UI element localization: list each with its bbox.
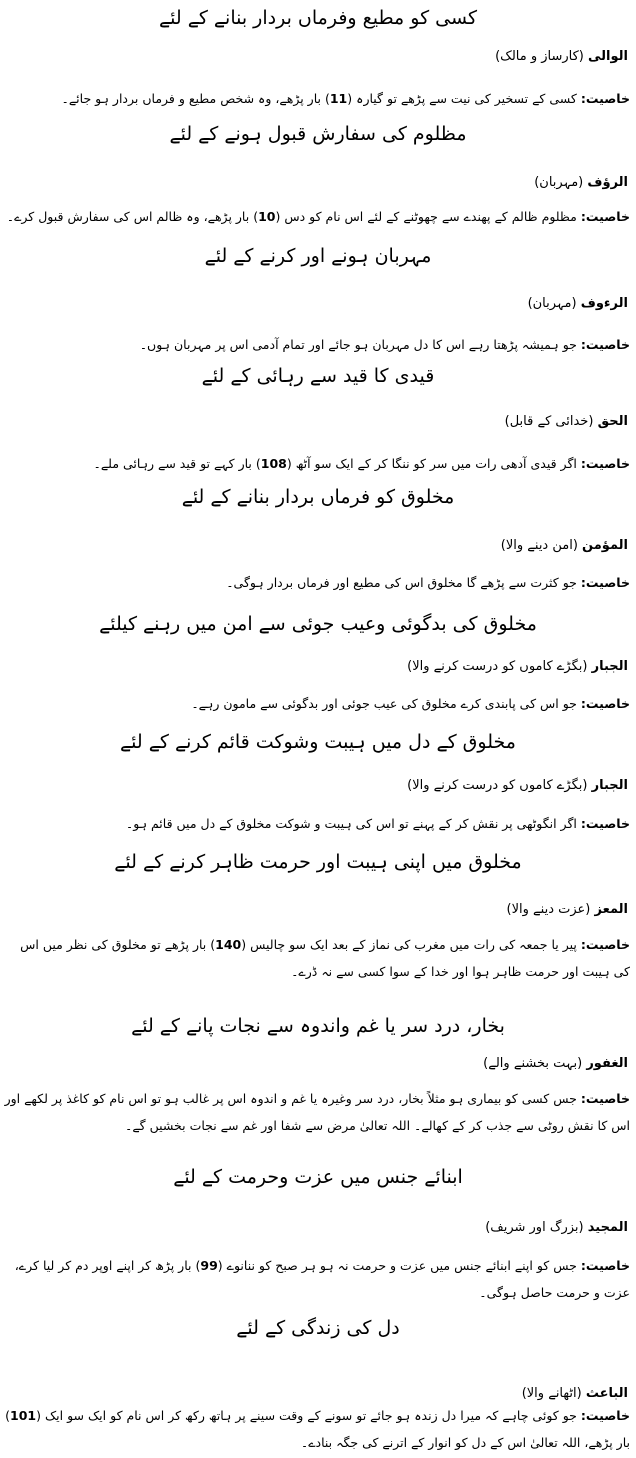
- property-label: خاصیت:: [580, 816, 630, 831]
- property-label: خاصیت:: [580, 937, 630, 952]
- body-text: جو اس کی پابندی کرے مخلوق کی عیب جوئی اور بدگوئی سے مامون رہے۔: [191, 696, 577, 711]
- name-arabic: الرءوف: [580, 296, 628, 311]
- body-text: جس کو اپنے ابنائے جنس میں عزت و حرمت نہ ہو ہر صبح کو ننانوے (: [217, 1258, 577, 1273]
- name-meaning: (عزت دینے والا): [506, 902, 591, 917]
- body-text: اگر قیدی آدھی رات میں سر کو ننگا کر کے ایک سو آٹھ (: [286, 456, 577, 471]
- body-text: جو کثرت سے پڑھے گا مخلوق اس کی مطیع اور فرماں بردار ہوگی۔: [226, 575, 577, 590]
- property-text: [4, 1085, 630, 1139]
- body-text: جس کسی کو بیماری ہو مثلاً بخار، درد سر وغیرہ یا غم و اندوہ اس پر غالب ہو تو اس نام کو کاغذ پر لکھے اور اس کا نقش روٹی سے جذب کر کے کھالے۔ اللہ تعالیٰ مرض سے شفا اور غم سے نجات بخشیں گے۔: [4, 1091, 630, 1133]
- section-heading: مخلوق کی بدگوئی وعیب جوئی سے امن میں رہنے کیلئے: [99, 613, 537, 635]
- name-arabic: المؤمن: [582, 538, 628, 553]
- property-label: خاصیت:: [580, 1258, 630, 1273]
- body-text: جو ہمیشہ پڑھتا رہے اس کا دل مہربان ہو جائے اور تمام آدمی اس پر مہربان ہوں۔: [139, 337, 577, 352]
- section-heading: ابنائے جنس میں عزت وحرمت کے لئے: [173, 1166, 463, 1188]
- body-text: جو کوئی چاہے کہ میرا دل زندہ ہو جائے تو سونے کے وقت سینے پر ہاتھ رکھ کر اس نام کو ایک سو ایک (: [36, 1408, 577, 1423]
- body-text: ) بار پڑھے، وہ ظالم اس کی سفارش قبول کرے۔: [6, 209, 259, 224]
- property-label: خاصیت:: [580, 209, 630, 224]
- body-text: پیر یا جمعہ کی رات میں مغرب کی نماز کے بعد ایک سو چالیس (: [241, 937, 577, 952]
- name-meaning: (اٹھانے والا): [521, 1386, 582, 1401]
- name-meaning: (مہربان): [534, 175, 584, 190]
- repeat-count: 10: [258, 209, 276, 224]
- divine-name: [534, 173, 628, 193]
- name-meaning: (بگڑے کاموں کو درست کرنے والا): [407, 659, 588, 674]
- repeat-count: 99: [200, 1258, 218, 1273]
- divine-name: [507, 900, 628, 920]
- property-label: خاصیت:: [580, 337, 630, 352]
- name-meaning: (بہت بخشنے والے): [483, 1056, 583, 1071]
- property-label: خاصیت:: [580, 1408, 630, 1423]
- property-text: [4, 690, 630, 717]
- section-heading: کسی کو مطیع وفرماں بردار بنانے کے لئے: [159, 7, 477, 29]
- name-arabic: الجبار: [591, 659, 628, 674]
- repeat-count: 11: [329, 91, 348, 106]
- property-text: [4, 85, 630, 112]
- divine-name: [407, 657, 628, 677]
- section-heading: مخلوق میں اپنی ہیبت اور حرمت ظاہر کرنے کے لئے: [114, 851, 522, 873]
- divine-name: [495, 47, 628, 67]
- property-text: [4, 1252, 630, 1306]
- section-heading: مخلوق کو فرماں بردار بنانے کے لئے: [181, 486, 455, 508]
- section-heading: بخار، درد سر یا غم واندوہ سے نجات پانے کے لئے: [131, 1015, 505, 1037]
- body-text: کسی کے تسخیر کی نیت سے پڑھے تو گیارہ (: [347, 91, 577, 106]
- divine-name: [483, 1054, 628, 1074]
- body-text: ) بار پڑھے تو مخلوق کی نظر میں اس کی ہیبت اور حرمت ظاہر ہوا اور خدا کے سوا کسی سے نہ ڈرے۔: [20, 937, 630, 979]
- name-meaning: (خدائی کے قابل): [504, 414, 594, 429]
- section-heading: مظلوم کی سفارش قبول ہونے کے لئے: [169, 123, 467, 145]
- divine-name: [522, 1384, 628, 1404]
- repeat-count: 101: [10, 1408, 37, 1423]
- property-label: خاصیت:: [580, 575, 630, 590]
- property-text: [4, 1402, 630, 1456]
- name-meaning: (امن دینے والا): [500, 538, 578, 553]
- body-text: ) بار پڑھ کر اپنے اوپر دم کر لیا کرے، عزت و حرمت حاصل ہوگی۔: [14, 1258, 630, 1300]
- name-arabic: المجید: [587, 1220, 628, 1235]
- property-label: خاصیت:: [580, 456, 630, 471]
- divine-name: [528, 294, 628, 314]
- property-label: خاصیت:: [580, 696, 630, 711]
- property-label: خاصیت:: [580, 1091, 630, 1106]
- name-meaning: (مہربان): [527, 296, 577, 311]
- body-text: ) بار کہے تو قید سے رہائی ملے۔: [93, 456, 261, 471]
- property-text: [4, 450, 630, 477]
- divine-name: [407, 776, 628, 796]
- divine-name: [501, 536, 628, 556]
- section-heading: دل کی زندگی کے لئے: [236, 1317, 400, 1339]
- property-text: [4, 931, 630, 985]
- property-text: [4, 203, 630, 230]
- name-meaning: (کارساز و مالک): [495, 49, 584, 64]
- name-arabic: الجبار: [591, 778, 628, 793]
- name-arabic: الوالی: [588, 49, 628, 64]
- section-heading: مہربان ہونے اور کرنے کے لئے: [204, 245, 432, 267]
- name-arabic: الغفور: [586, 1056, 628, 1071]
- property-label: خاصیت:: [580, 91, 630, 106]
- repeat-count: 108: [260, 456, 287, 471]
- body-text: اگر انگوٹھی پر نقش کر کے پہنے تو اس کی ہیبت و شوکت مخلوق کے دل میں قائم ہو۔: [125, 816, 577, 831]
- divine-name: [485, 1218, 628, 1238]
- body-text: مظلوم ظالم کے پھندے سے چھوٹنے کے لئے اس نام کو دس (: [275, 209, 577, 224]
- name-arabic: الرؤف: [587, 175, 628, 190]
- property-text: [4, 569, 630, 596]
- body-text: ) بار پڑھے، وہ شخص مطیع و فرماں بردار ہو جائے۔: [61, 91, 330, 106]
- repeat-count: 140: [215, 937, 242, 952]
- property-text: [4, 331, 630, 358]
- name-arabic: الباعث: [585, 1386, 628, 1401]
- name-meaning: (بزرگ اور شریف): [485, 1220, 584, 1235]
- name-arabic: المعز: [594, 902, 628, 917]
- name-arabic: الحق: [597, 414, 628, 429]
- name-meaning: (بگڑے کاموں کو درست کرنے والا): [407, 778, 588, 793]
- section-heading: قیدی کا قید سے رہائی کے لئے: [201, 365, 435, 387]
- body-text: ) بار پڑھے، اللہ تعالیٰ اس کے دل کو انوار کے اترنے کی جگہ بنادے۔: [5, 1408, 630, 1450]
- divine-name: [505, 412, 628, 432]
- property-text: [4, 810, 630, 837]
- section-heading: مخلوق کے دل میں ہیبت وشوکت قائم کرنے کے لئے: [120, 731, 516, 753]
